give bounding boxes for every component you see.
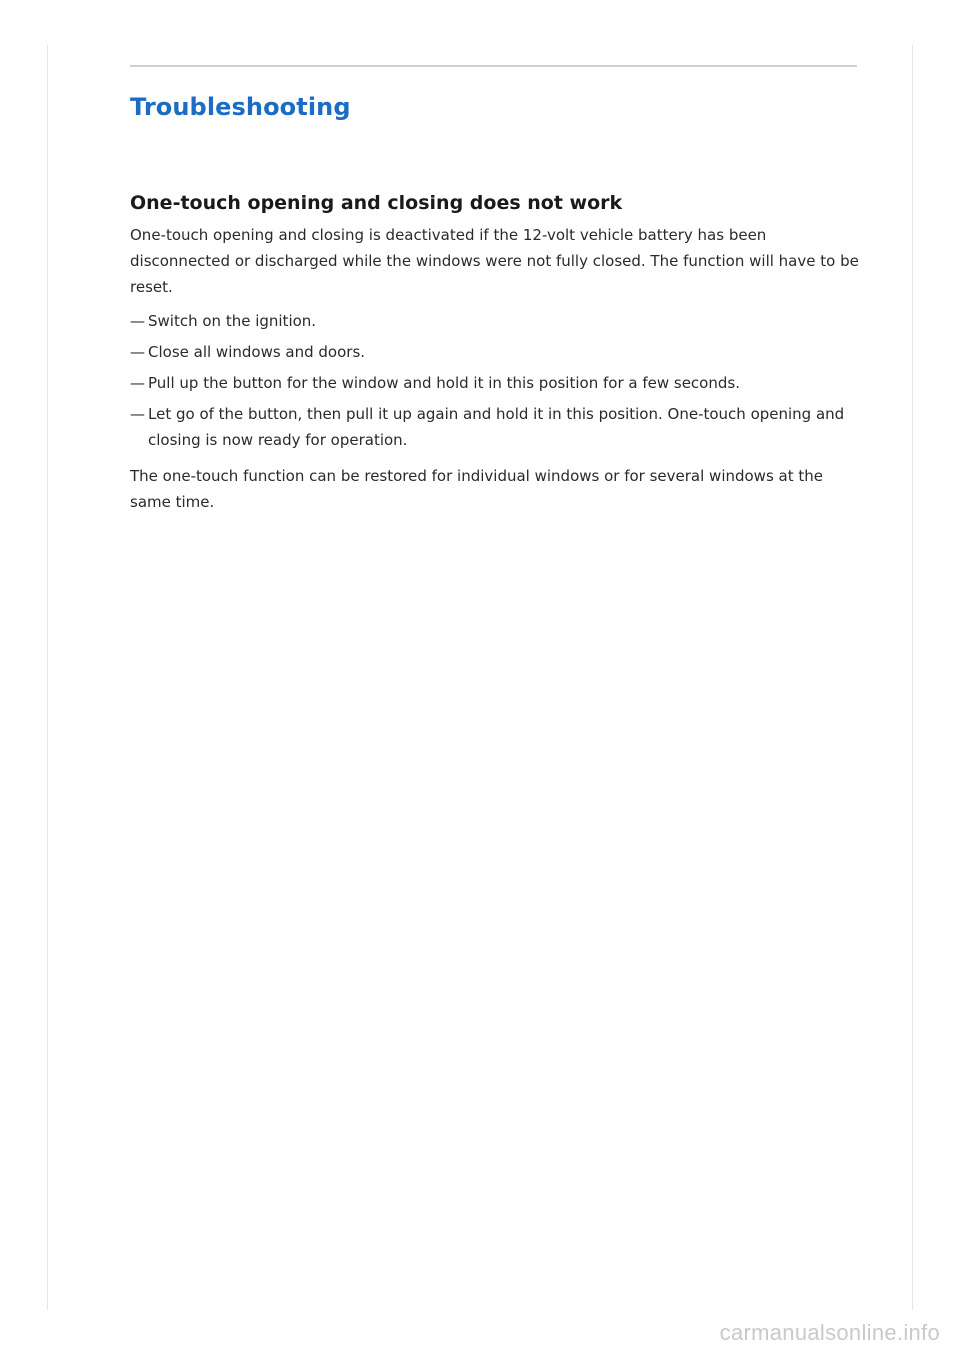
step-item: [130, 339, 860, 365]
note-paragraph: The one-touch function can be restored for individual windows or for several windows at the same time.: [130, 467, 823, 511]
intro-paragraph: One-touch opening and closing is deactivated if the 12-volt vehicle battery has been disconnected or discharged while the windows were not fully closed. The function will have to be reset.: [130, 226, 859, 296]
right-margin-line: [912, 45, 913, 1310]
left-margin-line: [47, 45, 48, 1310]
page-content: [130, 88, 860, 515]
step-item: [130, 401, 860, 453]
section-heading: One-touch opening and closing does not work: [130, 192, 623, 214]
step-text: Pull up the button for the window and hold it in this position for a few seconds.: [148, 374, 740, 392]
header-divider: [130, 65, 857, 67]
steps-list: [130, 308, 860, 453]
step-text: Let go of the button, then pull it up again and hold it in this position. One-touch opening and closing is now ready for operation.: [148, 405, 845, 449]
page-title: Troubleshooting: [130, 93, 351, 121]
step-text: Close all windows and doors.: [148, 343, 366, 361]
step-item: [130, 308, 860, 334]
watermark-text: carmanualsonline.info: [719, 1320, 940, 1345]
step-text: Switch on the ignition.: [148, 312, 317, 330]
step-marker: —: [130, 312, 145, 330]
step-marker: —: [130, 343, 145, 361]
step-item: [130, 370, 860, 396]
step-marker: —: [130, 405, 145, 423]
step-marker: —: [130, 374, 145, 392]
